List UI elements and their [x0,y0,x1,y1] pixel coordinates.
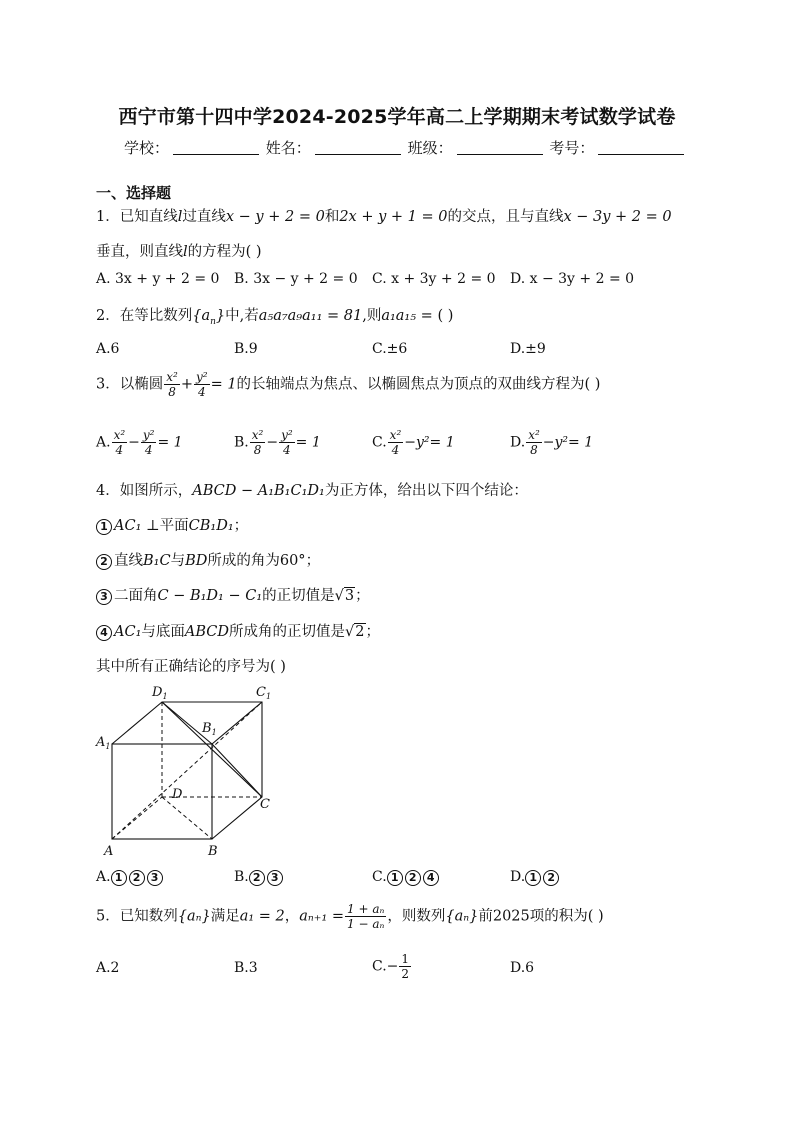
q4-stem [96,479,528,500]
class-blank[interactable] [457,140,543,155]
q2-seq-end: } [215,308,226,324]
label-b1: $B_1$ [202,721,217,737]
circled-number: 2 [249,870,265,886]
q4-text: 的正切值是 [262,588,335,604]
q5-rec-den: 1 − aₙ [347,917,385,931]
circled-number: 4 [423,870,439,886]
circled-number: 3 [96,589,112,605]
label-c1: $C_1$ [256,685,272,701]
q4-option-letter: D. [510,869,526,885]
q5-frac-den: 2 [401,967,410,981]
q2-stem [96,304,453,327]
school-label: 学校： [124,139,170,157]
q4-text: 与 [170,553,186,569]
q4-conclusion-3: 3 二面角C − B₁D₁ − C₁的正切值是√3； [96,584,370,605]
q4-text: 所成角的正切值是 [229,624,346,640]
q1-eq3: x − 3y + 2 = 0 [563,209,672,225]
q5-stem [96,902,604,931]
section-heading: 一、选择题 [96,184,172,202]
circled-number: 1 [111,870,127,886]
q4-option-b[interactable] [234,869,285,886]
q1-text: 垂直，则直线 [96,244,183,260]
q3-option-c[interactable] [372,428,455,457]
q2-text: 2．在等比数列 [96,308,193,324]
cube-diagram [92,682,292,862]
hidden-diag-bd [162,797,212,839]
q1-text: 1．已知直线 [96,209,178,225]
q4-expr: AC₁ ⊥ [114,518,160,534]
circled-number: 1 [387,870,403,886]
q4-expr: BD [185,553,208,569]
q4-conclusion-4: 4 AC₁与底面ABCD所成角的正切值是√2； [96,620,380,641]
q4-text: 与底面 [141,624,185,640]
q5-seq: {aₙ} [445,908,479,925]
circled-number: 2 [543,870,559,886]
q1-option-b[interactable]: B. 3x − y + 2 = 0 [234,271,358,287]
q3-frac-x-num: x² [166,370,178,384]
number-blank[interactable] [598,140,684,155]
q3-frac [279,428,295,457]
q3-option-letter: A. [96,434,111,451]
q5-option-c[interactable] [372,952,412,981]
class-label: 班级： [407,139,453,157]
q3-minus: − [266,434,279,451]
q4-expr: AC₁ [114,624,142,640]
q3-frac [141,428,157,457]
q3-frac-y-den: 4 [197,385,206,399]
q3-stem: 3．以椭圆 $\frac{\text{x²}}{8}$ + $\frac{\text{y²}}{4}$ = 1的长轴端点为焦点、以椭圆焦点为顶点的双曲线方程为( ) [96,370,601,399]
q3-frac [526,428,542,457]
name-blank[interactable] [315,140,401,155]
q4-option-letter: A. [96,869,111,885]
q3-eq: = 1 [568,434,594,451]
q4-text: 平面 [159,518,189,534]
label-d: D [172,787,183,802]
q3-option-d[interactable] [510,428,593,457]
q3-y2: y² [554,434,569,451]
circled-number: 2 [96,554,112,570]
q5-text: ， [284,908,300,925]
q3-num: y² [281,428,293,442]
edge-b1c1 [212,702,262,744]
q3-option-letter: D. [510,434,526,451]
q4-text: 4．如图所示， [96,483,193,499]
q3-y2: y² [415,434,430,451]
circled-number: 1 [525,870,541,886]
q5-text: 满足 [210,908,240,925]
circled-number: 1 [96,519,112,535]
circled-number: 3 [267,870,283,886]
q4-text: ； [305,553,321,569]
q2-expr: a₅a₇a₉a₁₁ = 81 [258,308,363,324]
q3-minus: − [404,434,416,451]
q4-option-c[interactable] [372,869,441,886]
q4-text: 二面角 [114,588,158,604]
q3-text: 的长轴端点为焦点、以椭圆焦点为顶点的双曲线方程为( ) [236,376,601,393]
q3-num: x² [389,428,402,442]
q3-num: y² [142,428,155,442]
q5-frac-num: 1 [401,952,410,966]
q5-option-b[interactable]: B.3 [234,960,258,976]
school-blank[interactable] [173,140,259,155]
q3-text: 3．以椭圆 [96,376,164,393]
q3-option-letter: C. [372,434,387,451]
q3-option-letter: B. [234,434,249,451]
q5-option-d[interactable]: D.6 [510,960,535,976]
q4-question: 其中所有正确结论的序号为( ) [96,659,286,675]
q3-eq: = 1 [210,376,237,393]
q4-option-d[interactable] [510,869,561,886]
q1-text: 过直线 [182,209,226,225]
q3-minus: − [128,434,140,451]
q1-text: 和 [324,209,340,225]
q2-expr2: a₁a₁₅ = [381,308,438,324]
q1-option-d[interactable]: D. x − 3y + 2 = 0 [510,271,635,287]
q2-seq [192,308,226,327]
q4-expr: 60° [279,553,306,569]
q1-eq1: x − y + 2 = 0 [225,209,325,225]
q4-expr: B₁C [143,553,171,569]
q4-text: ； [233,518,249,534]
q5-option-a[interactable]: A.2 [96,960,120,976]
q2-option-a[interactable]: A.6 [96,341,120,357]
q3-den: 8 [530,443,538,457]
q1-line-var: l [177,209,183,225]
q5-text: ，则数列 [387,908,446,925]
q3-eq: = 1 [157,434,183,451]
q3-minus: − [542,434,555,451]
q3-frac-y-num: y² [195,370,208,384]
q4-sqrt: 3 [344,588,355,604]
q4-text: 所成的角为 [207,553,280,569]
label-c: C [260,797,270,812]
q4-text: ； [365,624,380,640]
q5-rec-frac [345,902,386,931]
circled-number: 4 [96,625,112,641]
q2-text: 中,若 [225,308,259,324]
label-b: B [208,844,218,859]
q4-sqrt: 2 [355,624,365,640]
q1-text: 的方程为( ) [187,244,262,260]
q3-option-b[interactable] [234,428,321,457]
q5-init: a₁ = 2 [239,908,285,925]
q1-text: 的交点，且与直线 [447,209,564,225]
q3-den: 4 [144,443,153,457]
q3-eq: = 1 [295,434,321,451]
q5-rec-num: 1 + aₙ [347,902,385,916]
circled-number: 3 [147,870,163,886]
label-a1: $A_1$ [96,735,111,751]
diag-b1c [212,744,262,797]
q1-eq2: 2x + y + 1 = 0 [339,209,448,225]
q4-expr: C − B₁D₁ − C₁ [157,588,263,604]
q1-option-c[interactable]: C. x + 3y + 2 = 0 [372,271,496,287]
q1-line-var: l [183,244,188,260]
q2-text: ,则 [362,308,382,324]
q3-den: 4 [283,443,291,457]
q4-option-a[interactable] [96,869,165,886]
q2-seq-sub: n [210,316,216,327]
q3-den: 4 [115,443,124,457]
circled-number: 2 [405,870,421,886]
q4-cube: ABCD − A₁B₁C₁D₁ [192,483,325,499]
q4-text: 直线 [114,553,143,569]
q3-option-a[interactable] [96,428,183,457]
q4-option-letter: B. [234,869,249,885]
q4-expr: CB₁D₁ [188,518,234,534]
q3-num: x² [251,428,264,442]
student-info-row [124,137,686,158]
q4-option-letter: C. [372,869,387,885]
q2-text: ( ) [437,308,454,324]
q3-den: 8 [253,443,262,457]
q3-frac [388,428,404,457]
q3-frac-x [164,370,180,399]
number-label: 考号： [549,139,595,157]
q4-expr: ABCD [184,624,230,640]
q4-conclusion-2 [96,549,320,570]
q5-option-letter: C.− [372,958,399,975]
label-d1: $D_1$ [152,685,168,701]
q2-option-b[interactable]: B.9 [234,341,258,357]
circled-number: 2 [129,870,145,886]
q5-text: 前2025项的积为( ) [478,908,604,925]
q3-frac-x-den: 8 [168,385,176,399]
q4-conclusion-1 [96,514,248,535]
q2-option-d[interactable]: D.±9 [510,341,546,357]
q5-text: 5．已知数列 [96,908,178,925]
q4-text: 为正方体，给出以下四个结论： [324,483,528,499]
q3-eq: = 1 [429,434,455,451]
q2-seq-a: {a [192,308,211,324]
q1-stem-line2 [96,240,262,261]
q3-frac [112,428,128,457]
page-title: 西宁市第十四中学2024-2025学年高二上学期期末考试数学试卷 [118,106,676,128]
name-label: 姓名： [265,139,311,157]
q4-text: ； [355,588,370,604]
q5-rec-lhs: aₙ₊₁ = [299,908,345,925]
q3-num: x² [528,428,540,442]
q2-option-c[interactable]: C.±6 [372,341,408,357]
q1-option-a[interactable]: A. 3x + y + 2 = 0 [96,271,220,287]
q5-frac [399,952,411,981]
q1-stem-line1 [96,205,672,226]
q3-frac [250,428,266,457]
q3-frac-y [194,370,210,399]
label-a: A [104,844,114,859]
q3-den: 4 [391,443,400,457]
q3-num: x² [113,428,126,442]
q5-seq: {aₙ} [177,908,211,925]
